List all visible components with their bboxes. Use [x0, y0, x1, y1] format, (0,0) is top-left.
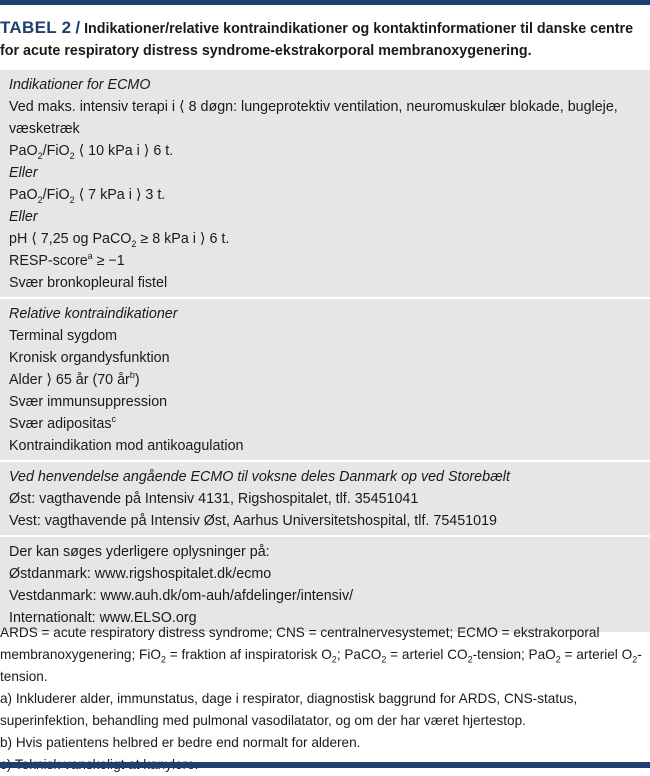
footnotes [0, 622, 645, 776]
table-line: RESP-score$^a$ ≥ −1 [9, 251, 125, 269]
table-line: Vestdanmark: www.auh.dk/om-auh/afdelinger/intensiv/ [9, 588, 354, 604]
table-line: Ved maks. intensiv terapi i ⟨ 8 døgn: lungeprotektiv ventilation, neuromuskulær blokade, bugleje, væsketræk [9, 99, 618, 137]
table-line: Der kan søges yderligere oplysninger på: [9, 544, 270, 560]
section-contact [0, 462, 650, 537]
table-line: PaO$_2$/FiO$_2$ ⟨ 7 kPa i ⟩ 3 t. [9, 187, 166, 205]
section-heading: Indikationer for ECMO [9, 77, 151, 93]
table-caption [0, 17, 640, 62]
table-line: Svær bronkopleural fistel [9, 275, 168, 291]
table-line: Eller [9, 209, 38, 225]
table-line: pH ⟨ 7,25 og PaCO$_2$ ≥ 8 kPa i ⟩ 6 t. [9, 231, 230, 249]
section-indications [0, 70, 650, 299]
table-line: Kontraindikation mod antikoagulation [9, 438, 244, 454]
section-info [0, 537, 650, 634]
bottom-rule [0, 762, 650, 768]
caption-separator: / [75, 18, 81, 37]
caption-text: Indikationer/relative kontraindikationer og kontaktinformationer til danske centre for acute respiratory distress syndrome-ekstrakorporal membranoxygenering. [0, 21, 634, 59]
section-heading: Relative kontraindikationer [9, 306, 178, 322]
table-line: Alder ⟩ 65 år (70 $år^b$) [9, 370, 140, 388]
table-line: PaO$_2$/FiO$_2$ ⟨ 10 kPa i ⟩ 6 t. [9, 143, 174, 161]
abbreviations-note: ARDS = acute respiratory distress syndrome; CNS = centralnervesystemet; ECMO = ekstrakorporal membranoxygenering; FiO$_2$ = fraktion af inspiratorisk $O_2$; PaCO$_2$ = arteriel $CO_2$-tension; PaO$_2$ = arteriel $O_2$-tension. [0, 625, 642, 684]
table-line: Kronisk organdysfunktion [9, 350, 170, 366]
top-rule [0, 0, 650, 5]
table-line: Svær immunsuppression [9, 394, 168, 410]
table-line: Østdanmark: www.rigshospitalet.dk/ecmo [9, 566, 272, 582]
table-line: Vest: vagthavende på Intensiv Øst, Aarhus Universitetshospital, tlf. 75451019 [9, 513, 497, 529]
table-label: TABEL 2 [0, 18, 72, 37]
table-line: Internationalt: www.ELSO.org [9, 610, 197, 626]
footnote-b: b) Hvis patientens helbred er bedre end normalt for alderen. [0, 735, 361, 750]
table-line: Svær adipositas$^c$ [9, 414, 117, 432]
section-heading: Ved henvendelse angående ECMO til voksne deles Danmark op ved Storebælt [9, 469, 510, 485]
section-contraindications [0, 299, 650, 462]
footnote-a: a) Inkluderer alder, immunstatus, dage i respirator, diagnostisk baggrund for ARDS, CNS-status, superinfektion, behandling med pulmonal vasodilatator, og om der har været hjertestop. [0, 691, 578, 728]
table-line: Eller [9, 165, 38, 181]
table-line: Øst: vagthavende på Intensiv 4131, Rigshospitalet, tlf. 35451041 [9, 491, 419, 507]
table-line: Terminal sygdom [9, 328, 118, 344]
table-body [0, 70, 650, 634]
